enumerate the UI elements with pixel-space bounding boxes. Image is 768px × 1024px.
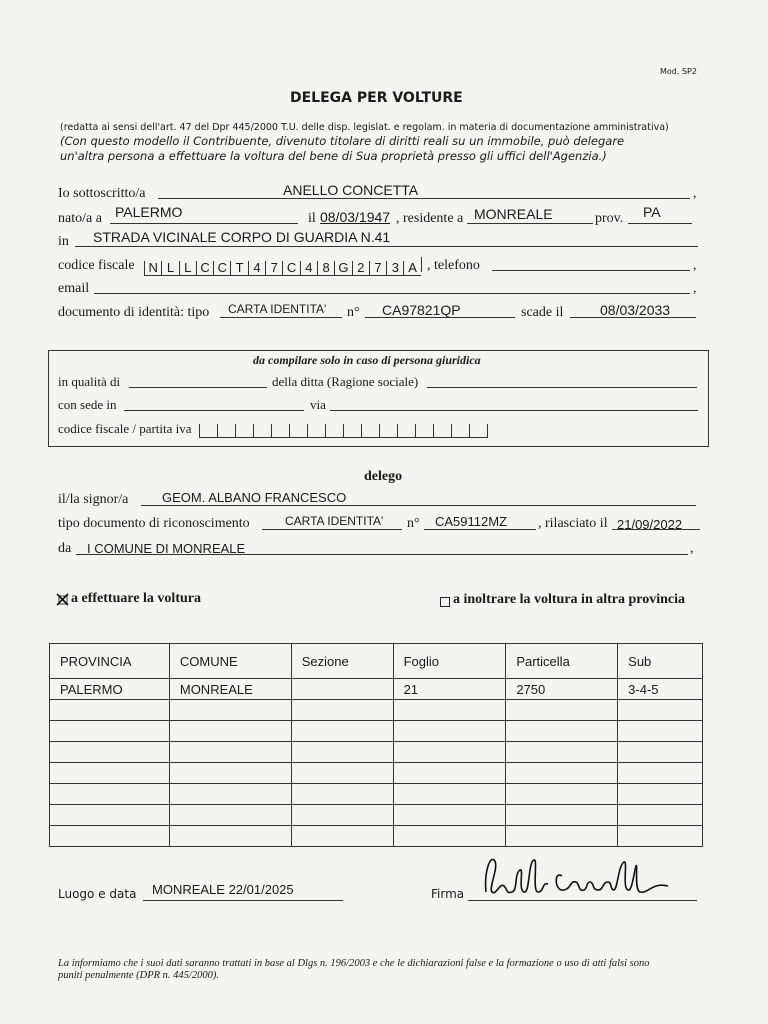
table-cell[interactable] xyxy=(618,721,703,742)
birthplace-value[interactable]: PALERMO xyxy=(115,204,183,220)
page-title: DELEGA PER VOLTURE xyxy=(290,90,463,106)
vat-char-box xyxy=(307,424,325,438)
table-row xyxy=(50,826,703,847)
label-qualita: in qualità di xyxy=(58,374,121,389)
table-cell[interactable] xyxy=(393,805,506,826)
label-cf: codice fiscale xyxy=(58,258,135,273)
table-cell[interactable] xyxy=(50,721,170,742)
table-cell[interactable]: 2750 xyxy=(506,679,618,700)
cf-char-box: 3 xyxy=(386,261,403,276)
intro-line-1: (Con questo modello il Contribuente, divenuto titolare di diritti reali su un immobile, può delegare xyxy=(60,134,625,148)
label-tipo-doc: tipo documento di riconoscimento xyxy=(58,516,250,531)
table-cell[interactable] xyxy=(393,742,506,763)
table-cell[interactable] xyxy=(618,826,703,847)
table-header-cell: Particella xyxy=(506,644,618,679)
table-cell[interactable] xyxy=(169,742,291,763)
cf-char-box: N xyxy=(144,261,161,276)
table-cell[interactable] xyxy=(291,721,393,742)
delegate-name-line xyxy=(141,505,696,506)
table-cell[interactable] xyxy=(506,721,618,742)
vat-char-box xyxy=(397,424,415,438)
cf-char-box: C xyxy=(282,261,299,276)
table-cell[interactable] xyxy=(506,805,618,826)
table-cell[interactable] xyxy=(506,826,618,847)
cf-char-box: C xyxy=(196,261,213,276)
table-header-row xyxy=(50,644,703,679)
table-cell[interactable] xyxy=(169,805,291,826)
table-cell[interactable] xyxy=(291,784,393,805)
label-email: email xyxy=(58,281,90,296)
table-cell[interactable] xyxy=(618,742,703,763)
delegate-doc-number-line xyxy=(424,529,536,530)
province-line xyxy=(628,223,692,224)
table-cell[interactable] xyxy=(50,742,170,763)
privacy-note-line-1: La informiamo che i suoi dati saranno trattati in base al Dlgs n. 196/2003 e che le dichiarazioni false e la formazione o uso di atti falsi sono xyxy=(58,958,650,969)
table-cell[interactable] xyxy=(291,700,393,721)
comma: , xyxy=(693,258,697,273)
legal-entity-heading: da compilare solo in caso di persona giuridica xyxy=(253,353,481,367)
vat-box-end xyxy=(487,424,488,438)
intro-line-2: un'altra persona a effettuare la voltura del bene di Sua proprietà presso gli uffici dell'Agenzia.) xyxy=(60,149,607,163)
label-luogo-data: Luogo e data xyxy=(58,887,137,901)
table-cell[interactable] xyxy=(618,700,703,721)
label-rilasciato: , rilasciato il xyxy=(538,516,608,531)
vat-boxes[interactable] xyxy=(199,424,488,443)
delegate-doc-type-line xyxy=(262,529,402,530)
doc-number-value[interactable]: CA97821QP xyxy=(382,302,461,318)
table-cell[interactable] xyxy=(393,763,506,784)
label-cf-piva: codice fiscale / partita iva xyxy=(58,421,192,436)
cf-char-box: G xyxy=(334,261,351,276)
cf-boxes[interactable] xyxy=(144,257,422,277)
cf-char-box: C xyxy=(213,261,230,276)
table-cell[interactable] xyxy=(169,721,291,742)
table-header-cell: Sub xyxy=(618,644,703,679)
table-cell[interactable] xyxy=(506,700,618,721)
residence-line xyxy=(467,223,593,224)
expiry-value[interactable]: 08/03/2033 xyxy=(600,302,671,318)
vat-char-box xyxy=(253,424,271,438)
label-signor: il/la signor/a xyxy=(58,492,129,507)
cf-char-box: 4 xyxy=(248,261,265,276)
table-cell[interactable] xyxy=(393,700,506,721)
birthdate-value[interactable]: 08/03/1947 xyxy=(320,209,391,225)
cf-char-box: 4 xyxy=(300,261,317,276)
vat-char-box xyxy=(235,424,253,438)
delegate-doc-type-value[interactable]: CARTA IDENTITA' xyxy=(285,514,384,528)
cf-char-box: L xyxy=(179,261,196,276)
table-cell[interactable] xyxy=(506,784,618,805)
cf-char-box: 7 xyxy=(265,261,282,276)
delegate-doc-number-value[interactable]: CA59112MZ xyxy=(435,514,508,529)
table-header-cell: COMUNE xyxy=(169,644,291,679)
table-cell[interactable] xyxy=(506,742,618,763)
label-residente: , residente a xyxy=(396,211,464,226)
phone-line[interactable] xyxy=(492,270,690,271)
address-line xyxy=(75,246,698,247)
vat-char-box xyxy=(469,424,487,438)
table-cell[interactable] xyxy=(506,763,618,784)
comma: , xyxy=(693,186,697,201)
form-code: Mod. SP2 xyxy=(660,67,697,76)
label-numero: n° xyxy=(347,305,360,320)
table-row xyxy=(50,679,703,700)
label-ditta: della ditta (Ragione sociale) xyxy=(272,374,419,389)
vat-char-box xyxy=(289,424,307,438)
delego-heading: delego xyxy=(364,469,403,484)
option-inoltrare-label: a inoltrare la voltura in altra provincia xyxy=(453,592,686,607)
cf-char-box: 8 xyxy=(317,261,334,276)
cf-char-box: 2 xyxy=(352,261,369,276)
table-cell[interactable] xyxy=(50,784,170,805)
vat-char-box xyxy=(415,424,433,438)
label-il: il xyxy=(308,211,316,226)
table-cell[interactable]: 21 xyxy=(393,679,506,700)
role-line[interactable] xyxy=(129,387,267,388)
table-row xyxy=(50,805,703,826)
table-cell[interactable] xyxy=(393,721,506,742)
table-cell[interactable] xyxy=(50,700,170,721)
comma: , xyxy=(693,281,697,296)
vat-char-box xyxy=(343,424,361,438)
table-header-cell: PROVINCIA xyxy=(50,644,170,679)
delegate-name-value[interactable]: GEOM. ALBANO FRANCESCO xyxy=(162,490,347,505)
table-header-cell: Sezione xyxy=(291,644,393,679)
table-cell[interactable]: MONREALE xyxy=(169,679,291,700)
table-cell[interactable] xyxy=(618,763,703,784)
vat-char-box xyxy=(271,424,289,438)
vat-char-box xyxy=(217,424,235,438)
table-cell[interactable] xyxy=(291,763,393,784)
privacy-note-line-2: puniti penalmente (DPR n. 445/2000). xyxy=(58,970,219,981)
label-via: via xyxy=(310,397,326,412)
table-cell[interactable] xyxy=(50,805,170,826)
cf-char-box: T xyxy=(230,261,247,276)
table-cell[interactable] xyxy=(50,826,170,847)
vat-char-box xyxy=(433,424,451,438)
table-row xyxy=(50,763,703,784)
table-header-cell: Foglio xyxy=(393,644,506,679)
vat-char-box xyxy=(199,424,217,438)
properties-table xyxy=(49,643,703,847)
birthplace-line xyxy=(110,223,298,224)
table-cell[interactable] xyxy=(618,784,703,805)
street-line[interactable] xyxy=(330,410,698,411)
cf-char-box: A xyxy=(403,261,420,276)
label-scade: scade il xyxy=(521,305,564,320)
label-in: in xyxy=(58,234,69,249)
table-cell[interactable]: 3-4-5 xyxy=(618,679,703,700)
table-cell[interactable] xyxy=(291,742,393,763)
table-cell[interactable] xyxy=(393,826,506,847)
vat-char-box xyxy=(451,424,469,438)
label-documento: documento di identità: tipo xyxy=(58,305,210,320)
table-cell[interactable] xyxy=(50,763,170,784)
doc-type-line xyxy=(220,317,342,318)
checkbox-inoltrare[interactable] xyxy=(440,597,450,607)
table-cell[interactable] xyxy=(291,805,393,826)
seat-line[interactable] xyxy=(124,410,304,411)
vat-char-box xyxy=(379,424,397,438)
company-line[interactable] xyxy=(427,387,697,388)
issue-date-value[interactable]: 21/09/2022 xyxy=(617,517,683,532)
vat-char-box xyxy=(361,424,379,438)
table-cell[interactable] xyxy=(618,805,703,826)
table-cell[interactable]: PALERMO xyxy=(50,679,170,700)
option-effettuare-label: a effettuare la voltura xyxy=(71,591,201,606)
province-value[interactable]: PA xyxy=(643,204,661,220)
label-telefono: , telefono xyxy=(427,258,480,273)
table-cell[interactable] xyxy=(393,784,506,805)
comma: , xyxy=(690,541,694,556)
label-nato: nato/a a xyxy=(58,211,102,226)
table-row xyxy=(50,742,703,763)
delegante-name-value[interactable]: ANELLO CONCETTA xyxy=(283,182,419,198)
label-sottoscritto: Io sottoscritto/a xyxy=(58,186,146,201)
label-prov: prov. xyxy=(595,211,624,226)
subtitle-note: (redatta ai sensi dell'art. 47 del Dpr 445/2000 T.U. delle disp. legislat. e regolam. in materia di documentazione amministrativa) xyxy=(60,122,669,133)
name-field-line xyxy=(158,198,690,199)
check-mark-icon xyxy=(56,593,69,606)
table-row xyxy=(50,700,703,721)
cf-box-end xyxy=(421,257,422,272)
label-firma: Firma xyxy=(431,887,465,901)
checkbox-effettuare[interactable] xyxy=(56,593,69,606)
label-numero: n° xyxy=(407,516,420,531)
table-row xyxy=(50,784,703,805)
cf-char-box: 7 xyxy=(369,261,386,276)
table-cell[interactable] xyxy=(169,826,291,847)
email-line[interactable] xyxy=(94,293,690,294)
table-cell[interactable] xyxy=(169,700,291,721)
label-sede: con sede in xyxy=(58,397,117,412)
table-row xyxy=(50,721,703,742)
doc-type-value[interactable]: CARTA IDENTITA' xyxy=(228,302,327,316)
table-cell[interactable] xyxy=(169,784,291,805)
place-date-line xyxy=(143,900,343,901)
table-cell[interactable] xyxy=(291,679,393,700)
label-da: da xyxy=(58,541,72,556)
handwritten-signature xyxy=(478,852,678,907)
address-value[interactable]: STRADA VICINALE CORPO DI GUARDIA N.41 xyxy=(93,229,391,245)
table-cell[interactable] xyxy=(169,763,291,784)
table-cell[interactable] xyxy=(291,826,393,847)
cf-char-box: L xyxy=(161,261,178,276)
vat-char-box xyxy=(325,424,343,438)
residence-value[interactable]: MONREALE xyxy=(474,206,553,222)
place-date-value[interactable]: MONREALE 22/01/2025 xyxy=(152,882,294,897)
issuer-value[interactable]: I COMUNE DI MONREALE xyxy=(87,541,246,556)
